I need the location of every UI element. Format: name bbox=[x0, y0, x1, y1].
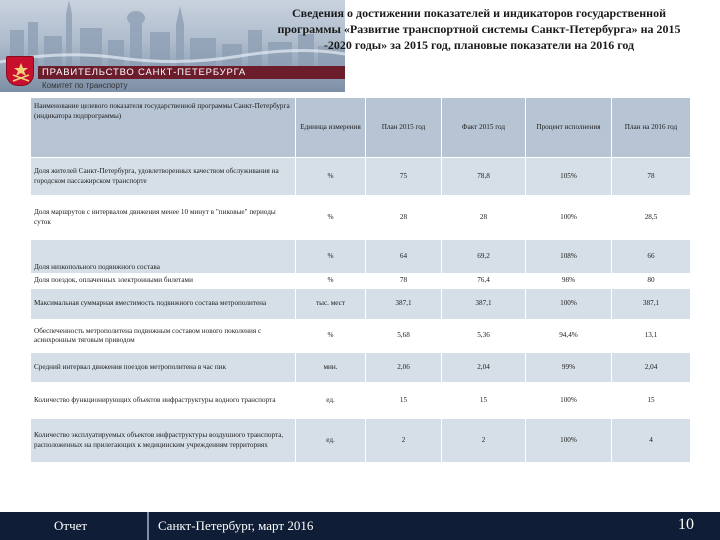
indicator-name: Средний интервал движения поездов метрополитена в час пик bbox=[31, 353, 296, 383]
fact-2015-cell: 15 bbox=[442, 383, 526, 419]
fact-2015-cell: 2 bbox=[442, 419, 526, 463]
column-header-indicator: Наименование целевого показателя государственной программы Санкт-Петербурга (индикатора подпрограммы) bbox=[31, 98, 296, 158]
plan-2015-cell: 28 bbox=[366, 196, 442, 240]
percent-cell: 98% bbox=[526, 274, 612, 289]
column-header-fact-2015: Факт 2015 год bbox=[442, 98, 526, 158]
indicator-name: Максимальная суммарная вместимость подвижного состава метрополитена bbox=[31, 289, 296, 320]
unit-cell: мин. bbox=[296, 353, 366, 383]
fact-2015-cell: 5,36 bbox=[442, 320, 526, 353]
percent-cell: 99% bbox=[526, 353, 612, 383]
table-row bbox=[31, 289, 691, 320]
table-row bbox=[31, 320, 691, 353]
fact-2015-cell: 69,2 bbox=[442, 240, 526, 274]
plan-2016-cell: 387,1 bbox=[612, 289, 691, 320]
column-header-plan-2016: План на 2016 год bbox=[612, 98, 691, 158]
fact-2015-cell: 76,4 bbox=[442, 274, 526, 289]
plan-2016-cell: 80 bbox=[612, 274, 691, 289]
title-line: -2020 годы» за 2015 год, плановые показатели на 2016 год bbox=[323, 38, 635, 52]
footer-city-date: Санкт-Петербург, март 2016 bbox=[158, 518, 314, 533]
page-number: 10 bbox=[678, 516, 694, 533]
indicators-table bbox=[30, 97, 691, 463]
percent-cell: 94,4% bbox=[526, 320, 612, 353]
plan-2016-cell: 13,1 bbox=[612, 320, 691, 353]
government-name: ПРАВИТЕЛЬСТВО САНКТ-ПЕТЕРБУРГА bbox=[42, 67, 247, 78]
fact-2015-cell: 387,1 bbox=[442, 289, 526, 320]
coat-of-arms-icon bbox=[6, 56, 34, 86]
table-row bbox=[31, 158, 691, 196]
plan-2015-cell: 75 bbox=[366, 158, 442, 196]
percent-cell: 100% bbox=[526, 419, 612, 463]
percent-cell: 100% bbox=[526, 383, 612, 419]
title-line: программы «Развитие транспортной системы Санкт-Петербурга» на 2015 bbox=[277, 22, 681, 36]
unit-cell: ед. bbox=[296, 383, 366, 419]
plan-2016-cell: 4 bbox=[612, 419, 691, 463]
indicator-name: Доля низкопольного подвижного состава bbox=[31, 240, 296, 274]
plan-2015-cell: 5,68 bbox=[366, 320, 442, 353]
column-header-unit: Единица измерения bbox=[296, 98, 366, 158]
table-row bbox=[31, 274, 691, 289]
plan-2016-cell: 15 bbox=[612, 383, 691, 419]
footer-report-label: Отчет bbox=[54, 518, 88, 533]
table-header-row bbox=[31, 98, 691, 158]
column-header-plan-2015: План 2015 год bbox=[366, 98, 442, 158]
indicator-name: Доля поездок, оплаченных электронными билетами bbox=[31, 274, 296, 289]
committee-name: Комитет по транспорту bbox=[42, 81, 128, 90]
percent-cell: 105% bbox=[526, 158, 612, 196]
fact-2015-cell: 28 bbox=[442, 196, 526, 240]
footer-bar bbox=[0, 512, 720, 540]
indicator-name: Доля жителей Санкт-Петербурга, удовлетворенных качеством обслуживания на городском пассажирском транспорте bbox=[31, 158, 296, 196]
table-row bbox=[31, 383, 691, 419]
title-line: Сведения о достижении показателей и индикаторов государственной bbox=[291, 6, 666, 20]
unit-cell: % bbox=[296, 274, 366, 289]
indicator-name: Доля маршрутов с интервалом движения менее 10 минут в "пиковые" периоды суток bbox=[31, 196, 296, 240]
footer-divider bbox=[147, 512, 149, 540]
fact-2015-cell: 78,8 bbox=[442, 158, 526, 196]
unit-cell: % bbox=[296, 320, 366, 353]
table-row bbox=[31, 196, 691, 240]
percent-cell: 108% bbox=[526, 240, 612, 274]
plan-2015-cell: 15 bbox=[366, 383, 442, 419]
unit-cell: тыс. мест bbox=[296, 289, 366, 320]
slide-title bbox=[238, 5, 720, 53]
indicator-name: Обеспеченность метрополитена подвижным составом нового поколения с асинхронным тяговым приводом bbox=[31, 320, 296, 353]
unit-cell: % bbox=[296, 240, 366, 274]
column-header-percent: Процент исполнения bbox=[526, 98, 612, 158]
fact-2015-cell: 2,04 bbox=[442, 353, 526, 383]
plan-2015-cell: 64 bbox=[366, 240, 442, 274]
table-row bbox=[31, 419, 691, 463]
percent-cell: 100% bbox=[526, 196, 612, 240]
plan-2015-cell: 2 bbox=[366, 419, 442, 463]
table-row bbox=[31, 240, 691, 274]
plan-2016-cell: 2,04 bbox=[612, 353, 691, 383]
plan-2015-cell: 387,1 bbox=[366, 289, 442, 320]
plan-2016-cell: 28,5 bbox=[612, 196, 691, 240]
unit-cell: % bbox=[296, 196, 366, 240]
indicator-name: Количество функционирующих объектов инфраструктуры водного транспорта bbox=[31, 383, 296, 419]
table-row bbox=[31, 353, 691, 383]
indicator-name: Количество эксплуатируемых объектов инфраструктуры воздушного транспорта, расположенных на прилегающих к медицинским учреждениям территориях bbox=[31, 419, 296, 463]
plan-2016-cell: 78 bbox=[612, 158, 691, 196]
plan-2016-cell: 66 bbox=[612, 240, 691, 274]
percent-cell: 100% bbox=[526, 289, 612, 320]
plan-2015-cell: 2,06 bbox=[366, 353, 442, 383]
plan-2015-cell: 78 bbox=[366, 274, 442, 289]
unit-cell: ед. bbox=[296, 419, 366, 463]
unit-cell: % bbox=[296, 158, 366, 196]
